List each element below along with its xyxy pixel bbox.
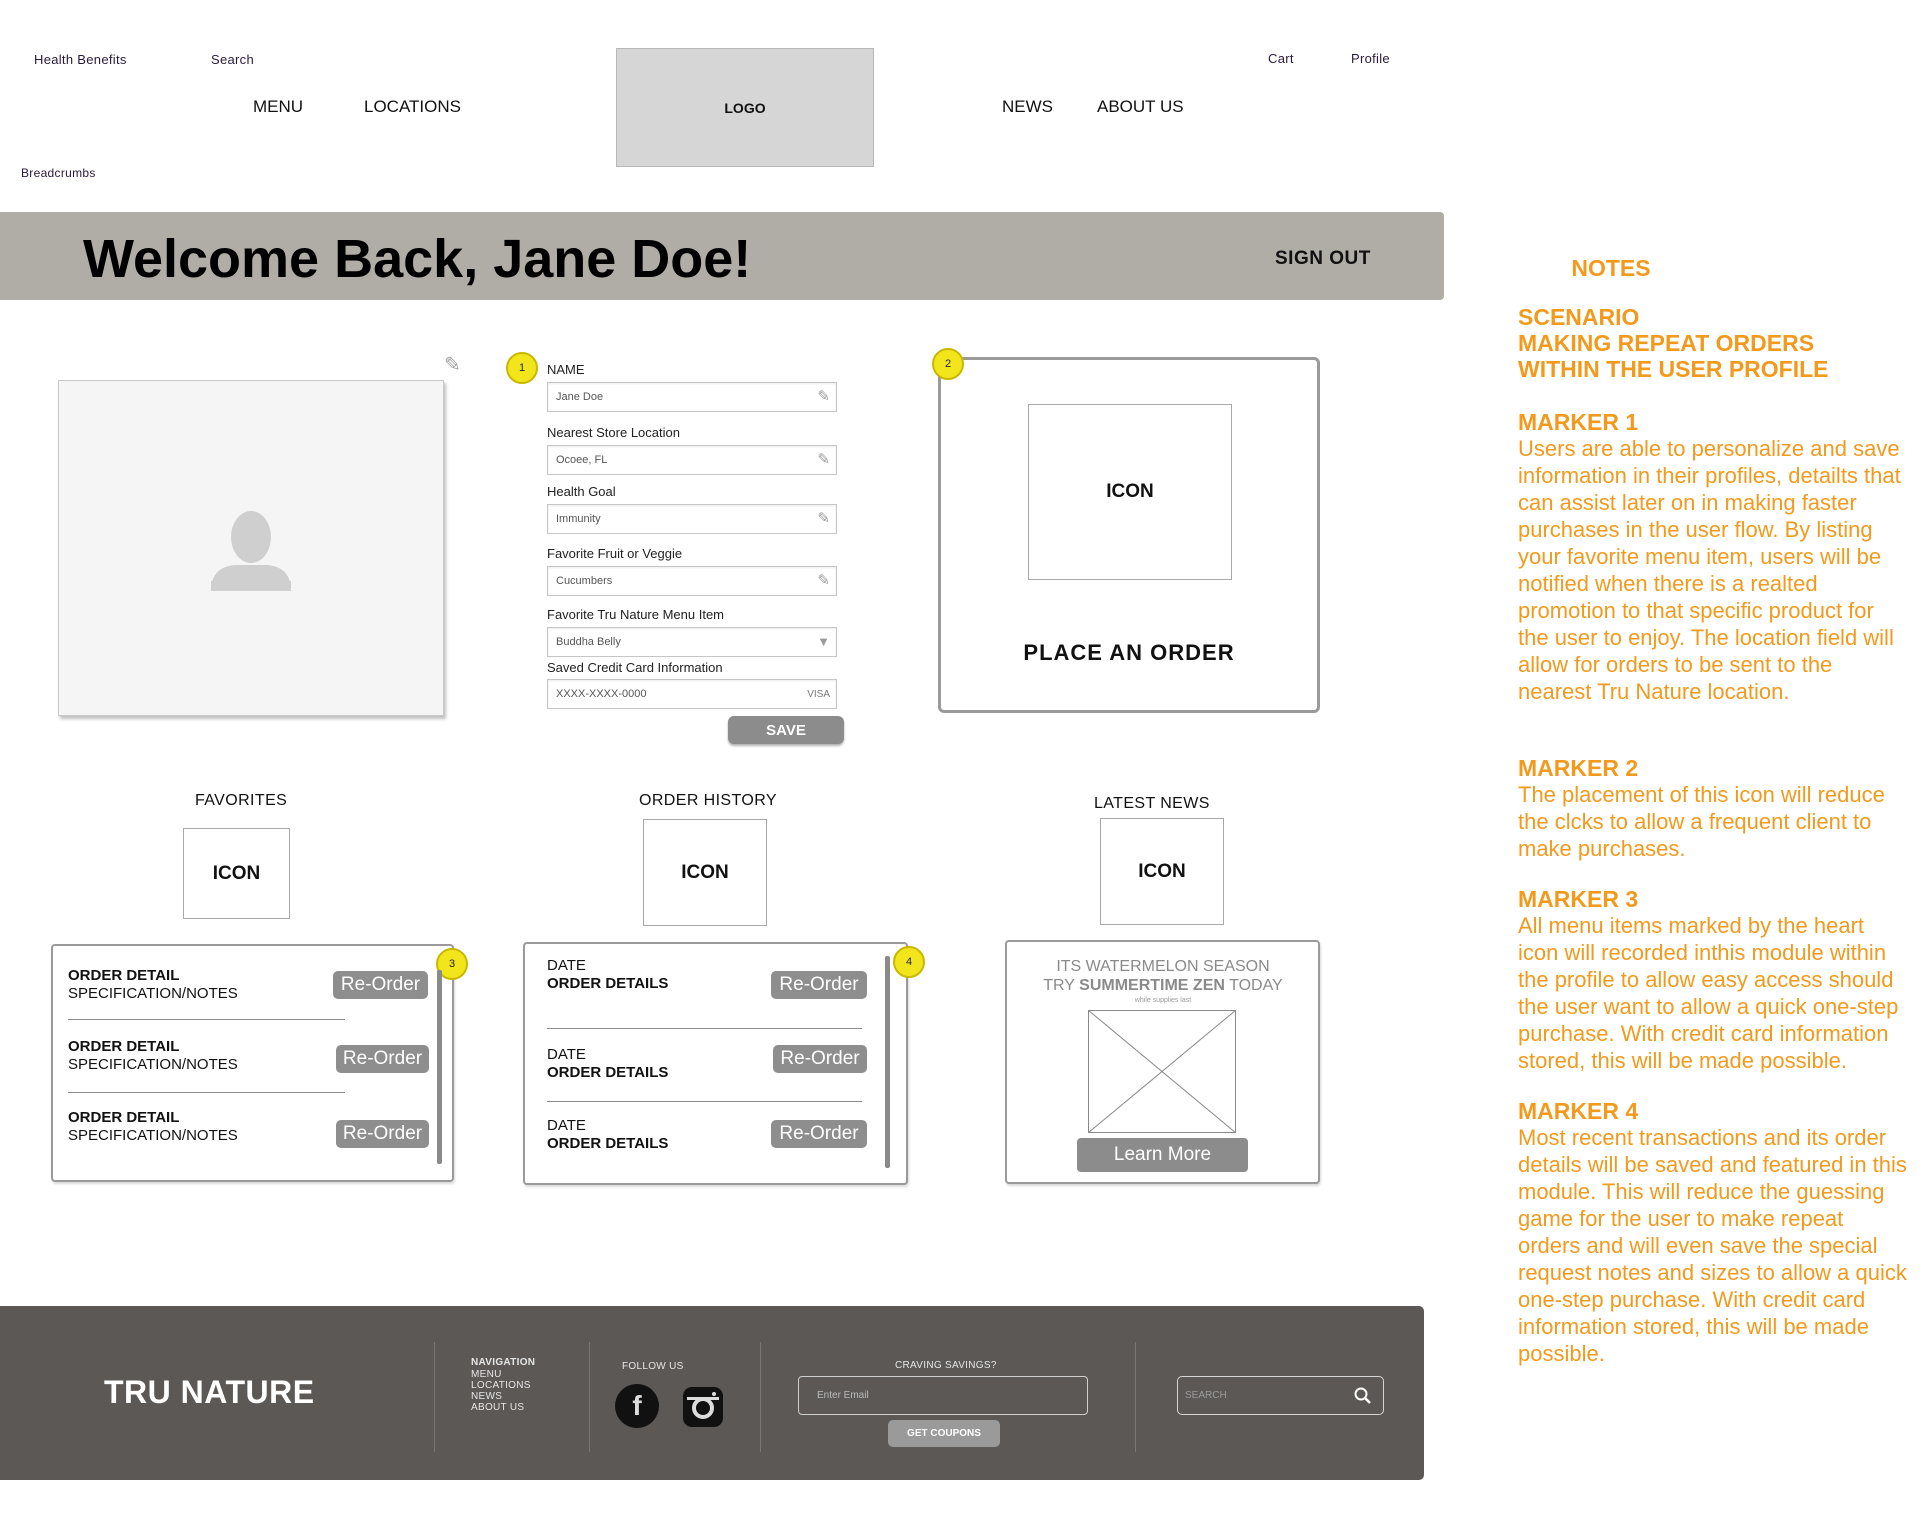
favorite-fruit-field[interactable]: Cucumbers ✎: [547, 566, 837, 596]
get-coupons-button[interactable]: GET COUPONS: [888, 1420, 1000, 1447]
footer-nav-locations[interactable]: LOCATIONS: [471, 1380, 531, 1391]
sign-out-button[interactable]: SIGN OUT: [1275, 248, 1371, 269]
pencil-icon[interactable]: ✎: [817, 572, 830, 589]
latest-news-icon[interactable]: ICON: [1100, 818, 1224, 925]
health-benefits-link[interactable]: Health Benefits: [34, 52, 127, 67]
marker-1: 1: [506, 352, 538, 384]
order-history-row-3-details: ORDER DETAILS: [547, 1135, 669, 1152]
logo[interactable]: [616, 48, 874, 167]
order-history-row-2-date: DATE: [547, 1046, 586, 1063]
footer-divider: [589, 1342, 590, 1452]
favorites-row-1-notes: SPECIFICATION/NOTES: [68, 985, 238, 1002]
marker-1-text: Users are able to personalize and save information in their profiles, detailts that can assist later on in making faster purchases in the user flow. By listing your favorite menu item, users will be notified when there is a realted promotion to that specific product for the user to enjoy. The location field will allow for orders to be sent to the nearest Tru Nature location.: [1518, 436, 1901, 704]
facebook-icon[interactable]: f: [615, 1384, 659, 1428]
order-history-row-1-details: ORDER DETAILS: [547, 975, 669, 992]
scenario-line: WITHIN THE USER PROFILE: [1518, 356, 1829, 382]
marker-2: 2: [932, 348, 964, 380]
footer-divider: [434, 1342, 435, 1452]
news-headline: ITS WATERMELON SEASON: [1056, 958, 1270, 975]
user-silhouette-icon: [59, 381, 443, 715]
marker-3: 3: [436, 948, 468, 980]
breadcrumb[interactable]: Breadcrumbs: [21, 166, 96, 180]
favorites-reorder-button[interactable]: Re-Order: [336, 1120, 429, 1148]
footer-brand[interactable]: TRU NATURE: [104, 1374, 315, 1410]
dropdown-arrow-icon[interactable]: ▼: [817, 634, 830, 649]
pencil-icon[interactable]: ✎: [817, 451, 830, 468]
favorites-row-3-detail: ORDER DETAIL: [68, 1109, 180, 1126]
name-field[interactable]: Jane Doe ✎: [547, 382, 837, 412]
instagram-icon[interactable]: [682, 1386, 724, 1428]
divider: [68, 1092, 345, 1093]
news-fine-print: while supplies last: [1134, 997, 1192, 1004]
marker-3-text: All menu items marked by the heart icon will recorded inthis module within the profile to allow easy access should the user want to allow a quick one-step purchase. With credit card information stored, this will be made possible.: [1518, 913, 1899, 1073]
favorites-reorder-button[interactable]: Re-Order: [336, 1045, 429, 1073]
avatar[interactable]: [58, 380, 444, 716]
nav-menu[interactable]: MENU: [253, 97, 304, 116]
store-location-label: Nearest Store Location: [547, 425, 680, 440]
search-icon[interactable]: [1354, 1387, 1372, 1405]
divider: [547, 1028, 862, 1029]
nav-locations[interactable]: LOCATIONS: [364, 97, 461, 116]
health-goal-label: Health Goal: [547, 484, 616, 499]
favorites-row-2-notes: SPECIFICATION/NOTES: [68, 1056, 238, 1073]
logo-text: LOGO: [724, 99, 766, 116]
order-history-row-2-details: ORDER DETAILS: [547, 1064, 669, 1081]
footer-nav-menu[interactable]: MENU: [471, 1369, 502, 1380]
marker-4: 4: [893, 946, 925, 978]
save-button[interactable]: SAVE: [728, 716, 844, 744]
footer-savings-title: CRAVING SAVINGS?: [895, 1360, 997, 1371]
order-history-title: ORDER HISTORY: [639, 792, 777, 809]
credit-card-field[interactable]: XXXX-XXXX-0000 VISA: [547, 679, 837, 709]
favorites-reorder-button[interactable]: Re-Order: [333, 971, 428, 999]
footer-search-input[interactable]: SEARCH: [1177, 1376, 1384, 1415]
name-label: NAME: [547, 362, 585, 377]
edit-avatar-pencil-icon[interactable]: ✎: [444, 354, 461, 376]
footer-divider: [1135, 1342, 1136, 1452]
footer-follow-title: FOLLOW US: [622, 1361, 684, 1372]
marker-1-title: MARKER 1: [1518, 409, 1639, 435]
favorites-title: FAVORITES: [195, 792, 288, 809]
credit-card-label: Saved Credit Card Information: [547, 660, 723, 675]
footer-divider: [760, 1342, 761, 1452]
order-history-reorder-button[interactable]: Re-Order: [771, 1120, 867, 1148]
favorites-row-3-notes: SPECIFICATION/NOTES: [68, 1127, 238, 1144]
visa-icon: VISA: [807, 689, 830, 700]
footer-nav-list: [471, 1369, 531, 1413]
latest-news-title: LATEST NEWS: [1094, 795, 1210, 812]
search-link[interactable]: Search: [211, 52, 254, 67]
page-title: Welcome Back, Jane Doe!: [83, 229, 752, 289]
order-history-scrollbar[interactable]: [885, 956, 890, 1168]
footer-email-input[interactable]: Enter Email: [798, 1376, 1088, 1415]
health-goal-field[interactable]: Immunity ✎: [547, 504, 837, 534]
marker-4-title: MARKER 4: [1518, 1098, 1639, 1124]
place-order-label[interactable]: PLACE AN ORDER: [1023, 640, 1235, 665]
divider: [68, 1019, 345, 1020]
scenario-line: MAKING REPEAT ORDERS: [1518, 330, 1815, 356]
scenario-label: SCENARIO: [1518, 304, 1640, 330]
favorites-row-1-detail: ORDER DETAIL: [68, 967, 180, 984]
order-history-row-1-date: DATE: [547, 957, 586, 974]
pencil-icon[interactable]: ✎: [817, 510, 830, 527]
marker-3-title: MARKER 3: [1518, 886, 1639, 912]
favorites-row-2-detail: ORDER DETAIL: [68, 1038, 180, 1055]
cart-link[interactable]: Cart: [1268, 51, 1294, 66]
learn-more-button[interactable]: Learn More: [1077, 1138, 1248, 1172]
marker-4-text: Most recent transactions and its order details will be saved and featured in this module. This will reduce the guessing game for the user to make repeat orders and will even save the special request notes and sizes to allow a quick one-step purchase. With credit card information stored, this will be made possible.: [1518, 1125, 1907, 1366]
footer-nav-about-us[interactable]: ABOUT US: [471, 1402, 525, 1413]
favorite-menu-item-label: Favorite Tru Nature Menu Item: [547, 607, 725, 622]
nav-about-us[interactable]: ABOUT US: [1097, 97, 1184, 116]
footer-nav-news[interactable]: NEWS: [471, 1391, 503, 1402]
pencil-icon[interactable]: ✎: [817, 388, 830, 405]
place-order-icon[interactable]: ICON: [1028, 404, 1232, 580]
notes-title: NOTES: [1571, 255, 1651, 281]
store-location-field[interactable]: Ocoee, FL ✎: [547, 445, 837, 475]
divider: [547, 1101, 862, 1102]
profile-link[interactable]: Profile: [1351, 51, 1390, 66]
favorites-scrollbar[interactable]: [437, 970, 442, 1164]
order-history-row-3-date: DATE: [547, 1117, 586, 1134]
news-subheadline: TRY SUMMERTIME ZEN TODAY: [1043, 977, 1283, 994]
footer-nav-title: NAVIGATION: [471, 1357, 536, 1368]
order-history-reorder-button[interactable]: Re-Order: [771, 971, 867, 999]
news-image-placeholder: [1088, 1010, 1236, 1133]
marker-2-text: The placement of this icon will reduce the clcks to allow a frequent client to make purchases.: [1518, 782, 1885, 861]
notes-body: [1518, 304, 1908, 1367]
order-history-icon[interactable]: ICON: [643, 819, 767, 926]
favorites-icon[interactable]: ICON: [183, 828, 290, 919]
favorite-fruit-label: Favorite Fruit or Veggie: [547, 546, 683, 561]
nav-news[interactable]: NEWS: [1002, 97, 1053, 116]
marker-2-title: MARKER 2: [1518, 755, 1639, 781]
favorite-menu-item-select[interactable]: Buddha Belly ▼: [547, 627, 837, 657]
order-history-reorder-button[interactable]: Re-Order: [773, 1045, 867, 1073]
